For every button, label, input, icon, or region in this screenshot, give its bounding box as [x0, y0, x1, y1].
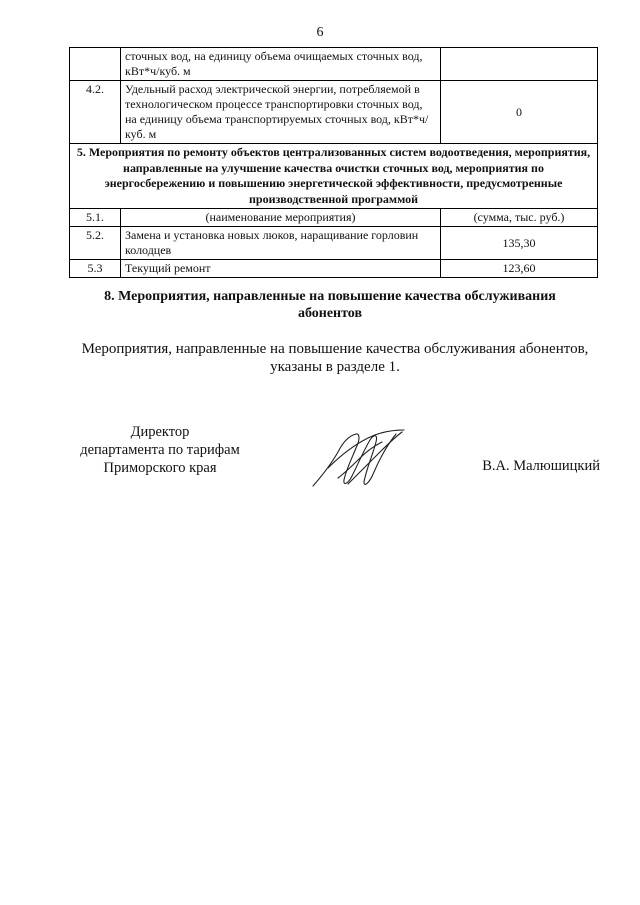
position-line: Приморского края: [103, 460, 217, 476]
row-number: 5.2.: [70, 227, 121, 260]
signer-name: В.А. Малюшицкий: [482, 458, 600, 474]
row-description: сточных вод, на единицу объема очищаемых сточных вод, кВт*ч/куб. м: [121, 48, 441, 81]
row-description: Текущий ремонт: [121, 260, 441, 278]
position-line: Директор: [130, 424, 190, 440]
table-row: [70, 81, 598, 144]
table-row: [70, 260, 598, 278]
row-value: [441, 48, 598, 81]
tariff-table: [69, 47, 598, 278]
row-value: (сумма, тыс. руб.): [441, 209, 598, 227]
signer-position: [55, 423, 265, 477]
row-value: 123,60: [441, 260, 598, 278]
row-number: [70, 48, 121, 81]
table-row: [70, 227, 598, 260]
section-header-row: [70, 144, 598, 209]
row-value: 135,30: [441, 227, 598, 260]
section-8-heading: 8. Мероприятия, направленные на повышение качества обслуживания абонентов: [104, 289, 556, 321]
position-line: департамента по тарифам: [80, 442, 240, 458]
row-description: Замена и установка новых люков, наращивание горловин колодцев: [121, 227, 441, 260]
row-number: 5.1.: [70, 209, 121, 227]
row-value: 0: [441, 81, 598, 144]
section-8-text: Мероприятия, направленные на повышение качества обслуживания абонентов, указаны в разделе 1.: [81, 341, 589, 375]
section-5-title: 5. Мероприятия по ремонту объектов централизованных систем водоотведения, мероприятия, направленные на улучшение качества очистки сточных вод, мероприятия по энергосбережению и повышению энергетической эффективности, предусмотренные производственной программой: [70, 144, 598, 209]
table-row: [70, 48, 598, 81]
row-description: (наименование мероприятия): [121, 209, 441, 227]
row-number: 4.2.: [70, 81, 121, 144]
page-number: 6: [316, 25, 324, 40]
table-row: [70, 209, 598, 227]
row-number: 5.3: [70, 260, 121, 278]
row-description: Удельный расход электрической энергии, потребляемой в технологическом процессе транспортировки сточных вод, на единицу объема транспортируемых сточных вод, кВт*ч/куб. м: [121, 81, 441, 144]
handwritten-signature: [308, 428, 408, 490]
